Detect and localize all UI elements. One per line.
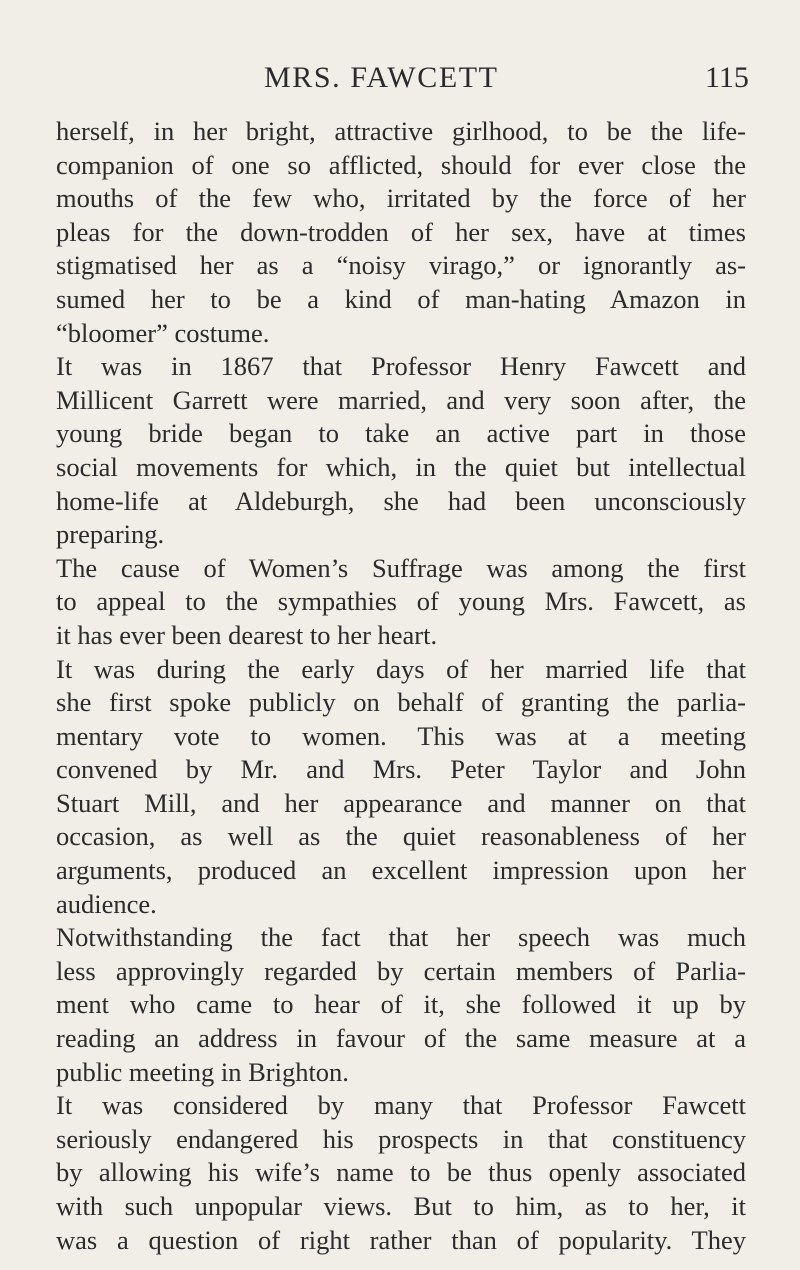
text-line: Millicent Garrett were married, and very soon after, the: [56, 384, 746, 415]
text-line: audience.: [56, 888, 157, 919]
text-line: was a question of right rather than of popularity. They: [56, 1224, 746, 1255]
text-line: preparing.: [56, 519, 165, 550]
text-line: occasion, as well as the quiet reasonableness of her: [56, 821, 746, 852]
page-number: 115: [705, 61, 749, 94]
text-line: it has ever been dearest to her heart.: [56, 619, 438, 650]
text-line: convened by Mr. and Mrs. Peter Taylor and John: [56, 754, 746, 785]
text-line: It was considered by many that Professor Fawcett: [56, 1090, 746, 1121]
text-line: young bride began to take an active part in those: [56, 418, 746, 449]
running-title: MRS. FAWCETT: [264, 61, 499, 94]
text-line: arguments, produced an excellent impression upon her: [56, 855, 746, 886]
text-line: to appeal to the sympathies of young Mrs. Fawcett, as: [56, 586, 746, 617]
text-line: seriously endangered his prospects in that constituency: [56, 1123, 746, 1154]
text-line: with such unpopular views. But to him, as to her, it: [56, 1191, 746, 1221]
text-line: It was during the early days of her married life that: [56, 653, 746, 684]
body-text: [56, 115, 746, 1257]
text-line: It was in 1867 that Professor Henry Fawcett and: [56, 351, 746, 382]
text-line: less approvingly regarded by certain members of Parlia-: [56, 955, 746, 986]
text-line: mentary vote to women. This was at a meeting: [56, 720, 746, 751]
text-line: The cause of Women’s Suffrage was among the first: [56, 552, 746, 583]
text-line: herself, in her bright, attractive girlhood, to be the life-: [56, 116, 746, 146]
text-line: social movements for which, in the quiet but intellectual: [56, 451, 746, 482]
running-head: [0, 58, 800, 98]
text-line: public meeting in Brighton.: [56, 1056, 349, 1087]
text-line: reading an address in favour of the same measure at a: [56, 1023, 746, 1054]
text-line: by allowing his wife’s name to be thus openly associated: [56, 1157, 746, 1188]
text-line: mouths of the few who, irritated by the force of her: [56, 183, 746, 214]
text-line: sumed her to be a kind of man-hating Amazon in: [56, 283, 746, 314]
text-line: Stuart Mill, and her appearance and manner on that: [56, 787, 746, 818]
text-line: pleas for the down-trodden of her sex, have at times: [56, 216, 746, 247]
text-line: stigmatised her as a “noisy virago,” or ignorantly as-: [56, 250, 746, 281]
text-line: she first spoke publicly on behalf of granting the parlia-: [56, 687, 746, 718]
text-line: “bloomer” costume.: [56, 317, 270, 348]
text-line: home-life at Aldeburgh, she had been unconsciously: [56, 485, 746, 516]
text-line: ment who came to hear of it, she followed it up by: [56, 989, 746, 1020]
text-line: companion of one so afflicted, should for ever close the: [56, 149, 746, 180]
text-line: Notwithstanding the fact that her speech was much: [56, 922, 746, 953]
